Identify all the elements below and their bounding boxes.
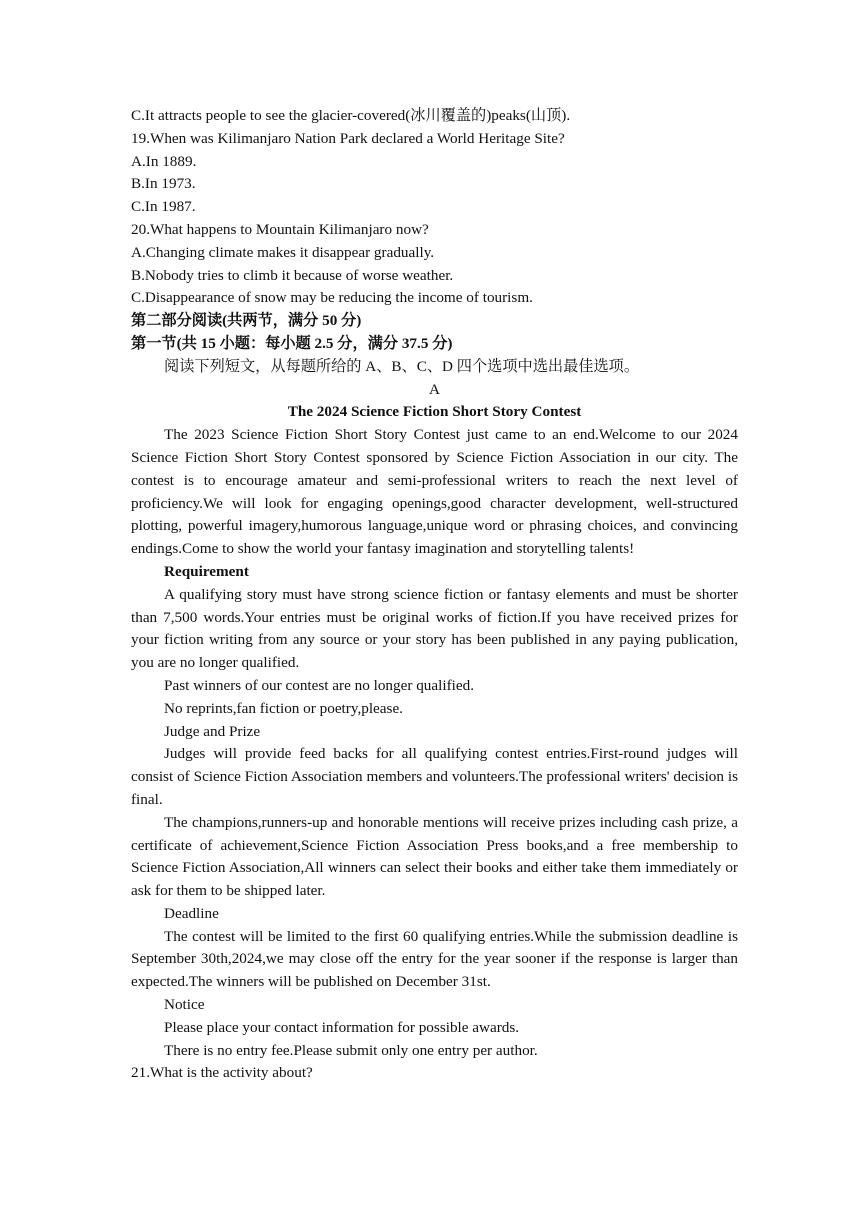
q20-option-a: A.Changing climate makes it disappear gradually. <box>131 243 435 261</box>
requirement-note-1: Past winners of our contest are no longer qualified. <box>164 676 474 694</box>
passage-title: The 2024 Science Fiction Short Story Contest <box>287 403 582 421</box>
q20-option-b: B.Nobody tries to climb it because of worse weather. <box>131 266 454 284</box>
notice-line-2: There is no entry fee.Please submit only one entry per author. <box>164 1041 538 1059</box>
requirement-text: A qualifying story must have strong science fiction or fantasy elements and must be shorter than 7,500 words.Your entries must be original works of fiction.If you have received prizes for your fiction writing from any source or your story has been published in any paying publication, you are no longer qualified. <box>131 585 738 672</box>
notice-line-1: Please place your contact information for possible awards. <box>164 1018 520 1036</box>
passage-intro: The 2023 Science Fiction Short Story Contest just came to an end.Welcome to our 2024 Science Fiction Short Story Contest sponsored by Science Fiction Association in our city. The contest is to encourage amateur and semi-professional writers to reach the next level of proficiency.We will look for engaging openings,good character development, well-structured plotting, powerful imagery,humorous language,unique word or phrasing choices, and convincing endings.Come to show the world your fantasy imagination and storytelling talents! <box>131 426 738 558</box>
judge-text: Judges will provide feed backs for all qualifying contest entries.First-round judges will consist of Science Fiction Association members and volunteers.The professional writers' decision is final. <box>131 745 738 808</box>
q18-option-c: C.It attracts people to see the glacier-covered(冰川覆盖的)peaks(山顶). <box>131 107 571 124</box>
q20-stem: 20.What happens to Mountain Kilimanjaro now? <box>131 220 429 238</box>
passage-label: A <box>429 380 440 398</box>
requirement-note-2: No reprints,fan fiction or poetry,please. <box>164 699 403 717</box>
q20-option-c: C.Disappearance of snow may be reducing the income of tourism. <box>131 289 533 307</box>
requirement-heading: Requirement <box>164 562 249 580</box>
q19-option-c: C.In 1987. <box>131 198 196 216</box>
exam-page <box>131 105 738 1085</box>
q19-option-a: A.In 1889. <box>131 152 197 170</box>
q21-stem: 21.What is the activity about? <box>131 1064 313 1082</box>
q19-option-b: B.In 1973. <box>131 175 196 193</box>
judge-heading: Judge and Prize <box>164 722 261 740</box>
q19-stem: 19.When was Kilimanjaro Nation Park declared a World Heritage Site? <box>131 129 565 147</box>
sub-heading: 第一节(共 15 小题：每小题 2.5 分，满分 37.5 分) <box>131 334 453 352</box>
part-heading: 第二部分阅读(共两节，满分 50 分) <box>131 312 362 330</box>
deadline-heading: Deadline <box>164 904 219 922</box>
notice-heading: Notice <box>164 996 205 1014</box>
prize-text: The champions,runners-up and honorable mentions will receive prizes including cash prize, a certificate of achievement,Science Fiction Association Press books,and a free membership to Science Fiction Association,All winners can select their books and either take them immediately or ask for them to be shipped later. <box>131 813 738 900</box>
deadline-text: The contest will be limited to the first 60 qualifying entries.While the submission deadline is September 30th,2024,we may close off the entry for the year sooner if the response is larger than expected.The winners will be published on December 31st. <box>131 927 738 991</box>
instruction: 阅读下列短文，从每题所给的 A、B、C、D 四个选项中选出最佳选项。 <box>164 357 640 375</box>
